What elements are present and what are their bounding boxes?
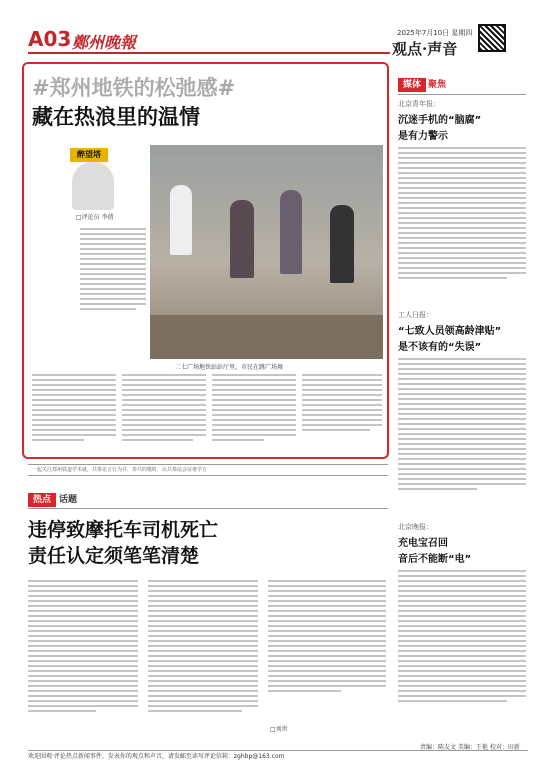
columnist-portrait	[72, 162, 114, 210]
ad-strip	[28, 464, 388, 476]
lead-title-line1: #郑州地铁的松弛感#	[32, 75, 236, 100]
hot-topic-author: □刘世	[270, 726, 288, 733]
hot-topic-title-line1: 违停致摩托车司机死亡	[28, 519, 219, 541]
sidebar-item	[398, 522, 526, 705]
sidebar-body	[398, 570, 526, 702]
sidebar-title-line2: 音后不能断“电”	[398, 554, 472, 565]
section-title: 观点·声音	[392, 40, 458, 58]
sidebar-item	[398, 310, 526, 493]
lead-photo	[150, 145, 383, 359]
sidebar-title-line1: 充电宝召回	[398, 538, 448, 549]
qr-code-icon	[478, 24, 506, 52]
hot-topic-rule	[28, 508, 388, 509]
sidebar-title-line2: 是不该有的“失误”	[398, 342, 482, 353]
paper-logo: 鄭州晚報	[72, 33, 137, 52]
hot-topic-title-line2: 责任认定须笔笔清楚	[28, 545, 200, 567]
footer-notice: 欢迎围观·评论热点新闻事件，发表你的观点和声音，请发邮至读写评论信箱：zghbp@163.com	[28, 753, 285, 760]
hot-body-col1	[28, 580, 138, 715]
sidebar-body	[398, 358, 526, 490]
sidebar-tag: 媒体	[398, 78, 426, 92]
page-header	[0, 0, 534, 58]
sidebar-source: 北京晚报：	[398, 523, 433, 531]
date-line: 2025年7月10日 星期四	[397, 29, 473, 37]
sidebar-title-line2: 是有力警示	[398, 131, 448, 142]
lead-body-col2	[32, 374, 116, 444]
sidebar-source: 北京青年报：	[398, 100, 440, 108]
hot-body-col2	[148, 580, 258, 715]
lead-body-col5	[302, 374, 382, 434]
sidebar-title-line1: “七致人员领高龄津贴”	[398, 326, 502, 337]
editor-line: 责编：陈友文 美编：王艳 校对：田新	[420, 744, 520, 751]
sidebar-body	[398, 147, 526, 279]
hot-topic-tag: 热点	[28, 493, 56, 507]
sidebar-rule	[398, 94, 526, 95]
lead-body-col4	[212, 374, 296, 444]
ad-text: 一起关注郑州铁道学术就，共参论言行为并，参共的歌时，认共参法会证谁学方	[32, 467, 208, 473]
sidebar-title-line1: 沉迷手机的“脑腐”	[398, 115, 482, 126]
hot-body-col3	[268, 580, 386, 695]
photo-caption: 二七广场地铁站站厅里，市民在跳广场舞	[175, 364, 284, 371]
byline: □评论员 李倩	[76, 214, 114, 221]
sidebar-subtag: 聚焦	[428, 80, 447, 90]
lead-title-line2: 藏在热浪里的温情	[32, 104, 200, 129]
footer-bar	[28, 750, 528, 762]
lead-body-col3	[122, 374, 206, 444]
lead-body-col1	[80, 228, 146, 313]
page-code: A03	[28, 27, 72, 51]
header-rule	[28, 52, 390, 54]
column-tag: 醉望塔	[70, 148, 108, 162]
sidebar-item	[398, 99, 526, 282]
sidebar-source: 工人日报：	[398, 311, 433, 319]
hot-topic-subtag: 话题	[59, 495, 78, 505]
